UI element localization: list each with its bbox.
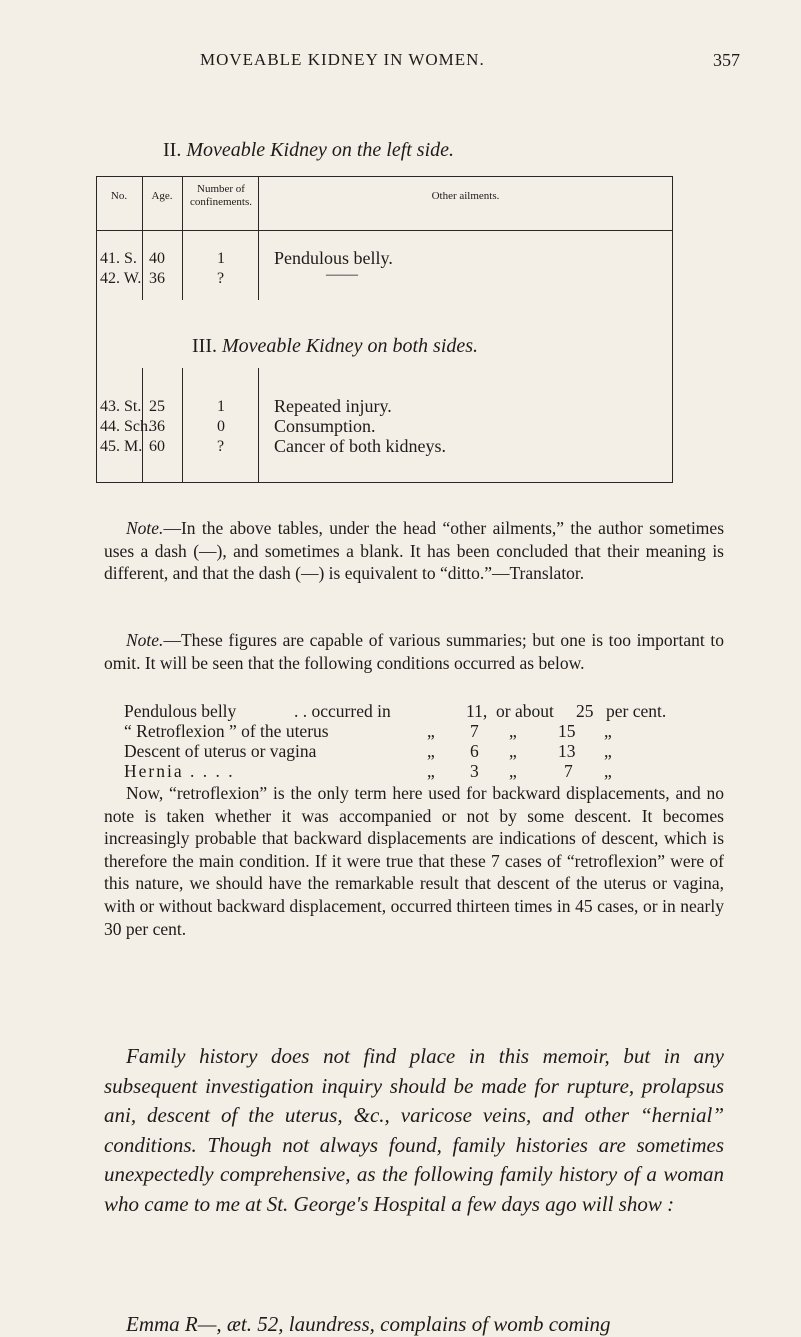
list-percent: 25	[576, 701, 594, 721]
list-item	[124, 721, 744, 741]
page-number: 357	[713, 50, 740, 70]
col-rule-2a	[182, 176, 183, 300]
running-header	[100, 50, 740, 80]
list-label: “ Retroflexion ” of the uterus	[124, 721, 329, 741]
table-border-left	[96, 176, 97, 482]
section-ii-title	[163, 139, 454, 162]
row-42-confinements: ?	[217, 270, 225, 287]
list-count: 3	[470, 761, 479, 781]
row-43-confinements: 1	[217, 398, 225, 415]
note1-text: —In the above tables, under the head “other ailments,” the author sometimes uses a dash (—), and sometimes a blank. It has been concluded that their meaning is different, and that the dash (—) is equivalent to “ditto.”—Translator.	[104, 518, 724, 584]
row-45-ailments: Cancer of both kidneys.	[274, 436, 446, 456]
note1-label: Note.	[126, 518, 164, 538]
row-42-no: 42. W.	[100, 270, 142, 287]
list-occurred: . . occurred in	[294, 701, 391, 721]
note2-label: Note.	[126, 630, 164, 650]
list-count: 7	[470, 721, 479, 741]
list-ditto: „	[509, 761, 517, 781]
list-item	[124, 741, 744, 761]
row-44-ailments: Consumption.	[274, 416, 376, 436]
section-iii-numeral: III.	[192, 335, 217, 357]
list-ditto: „	[427, 721, 435, 741]
family-history-paragraph	[104, 1042, 724, 1219]
row-45-no: 45. M.	[100, 438, 143, 455]
list-about: or about	[496, 701, 554, 721]
running-head: MOVEABLE KIDNEY IN WOMEN.	[200, 50, 485, 69]
section-ii-numeral: II.	[163, 139, 182, 161]
header-age: Age.	[151, 190, 173, 202]
list-percent: 13	[558, 741, 576, 761]
section-ii-heading: Moveable Kidney on the left side.	[186, 139, 455, 161]
row-41-ailments: Pendulous belly.	[274, 248, 393, 268]
list-unit: „	[604, 761, 612, 781]
row-45-age: 60	[149, 438, 165, 455]
family-history-text: Family history does not find place in this memoir, but in any subsequent investigation inquiry should be made for rupture, prolapsus ani, descent of the uterus, &c., varicose veins, and other “hernial” conditions. Though not always found, family histories are sometimes unexpectedly comprehensive, as the following family history of a woman who came to me at St. George's Hospital a few days ago will show :	[104, 1044, 724, 1216]
row-44-confinements: 0	[217, 418, 225, 435]
row-43-ailments: Repeated injury.	[274, 396, 392, 416]
col-rule-2b	[182, 368, 183, 482]
header-ailments: Other ailments.	[431, 190, 500, 202]
list-item	[124, 701, 744, 721]
list-ditto: „	[509, 721, 517, 741]
list-label: Pendulous belly	[124, 701, 237, 721]
header-no: No.	[110, 190, 128, 202]
retroflexion-paragraph	[104, 782, 724, 940]
note-translator	[104, 517, 724, 585]
row-42-ailments: ——	[326, 266, 358, 283]
note-summaries	[104, 629, 724, 674]
retroflexion-text: Now, “retroflexion” is the only term here used for backward displacements, and no note is taken whether it was accompanied or not by some descent. It becomes increasingly probable that backward displacements are indications of descent, which is therefore the main condition. If it were true that these 7 cases of “retroflexion” were of this nature, we should have the remarkable result that descent of the uterus or vagina, with or without backward displacement, occurred thirteen times in 45 cases, or in nearly 30 per cent.	[104, 783, 724, 939]
row-44-no: 44. Sch.	[100, 418, 152, 435]
ailments-table	[96, 176, 673, 482]
table-rule-bottom	[96, 482, 673, 483]
list-ditto: „	[427, 761, 435, 781]
row-44-age: 36	[149, 418, 165, 435]
list-unit: per cent.	[606, 701, 667, 721]
list-ditto: „	[427, 741, 435, 761]
row-43-no: 43. St.	[100, 398, 142, 415]
list-percent: 15	[558, 721, 576, 741]
section-iii-heading: Moveable Kidney on both sides.	[221, 335, 479, 357]
case-line: Emma R—, æt. 52, laundress, complains of womb coming	[126, 1312, 611, 1336]
list-label: Descent of uterus or vagina	[124, 741, 317, 761]
list-unit: „	[604, 741, 612, 761]
section-iii-title	[188, 335, 482, 358]
row-41-confinements: 1	[217, 250, 225, 267]
row-41-no: 41. S.	[100, 250, 137, 267]
conditions-list	[124, 701, 744, 781]
row-41-age: 40	[149, 250, 165, 267]
header-confinements: Number of confinements.	[190, 183, 253, 208]
col-rule-3b	[258, 368, 259, 482]
list-count: 11,	[466, 701, 488, 721]
list-label: Hernia . . . .	[124, 761, 235, 781]
list-percent: 7	[564, 761, 573, 781]
row-42-age: 36	[149, 270, 165, 287]
list-unit: „	[604, 721, 612, 741]
row-43-age: 25	[149, 398, 165, 415]
table-border-right	[672, 176, 673, 482]
list-ditto: „	[509, 741, 517, 761]
list-item	[124, 761, 744, 781]
note2-text: —These figures are capable of various summaries; but one is too important to omit. It will be seen that the following conditions occurred as below.	[104, 630, 724, 673]
list-count: 6	[470, 741, 479, 761]
row-45-confinements: ?	[217, 438, 225, 455]
